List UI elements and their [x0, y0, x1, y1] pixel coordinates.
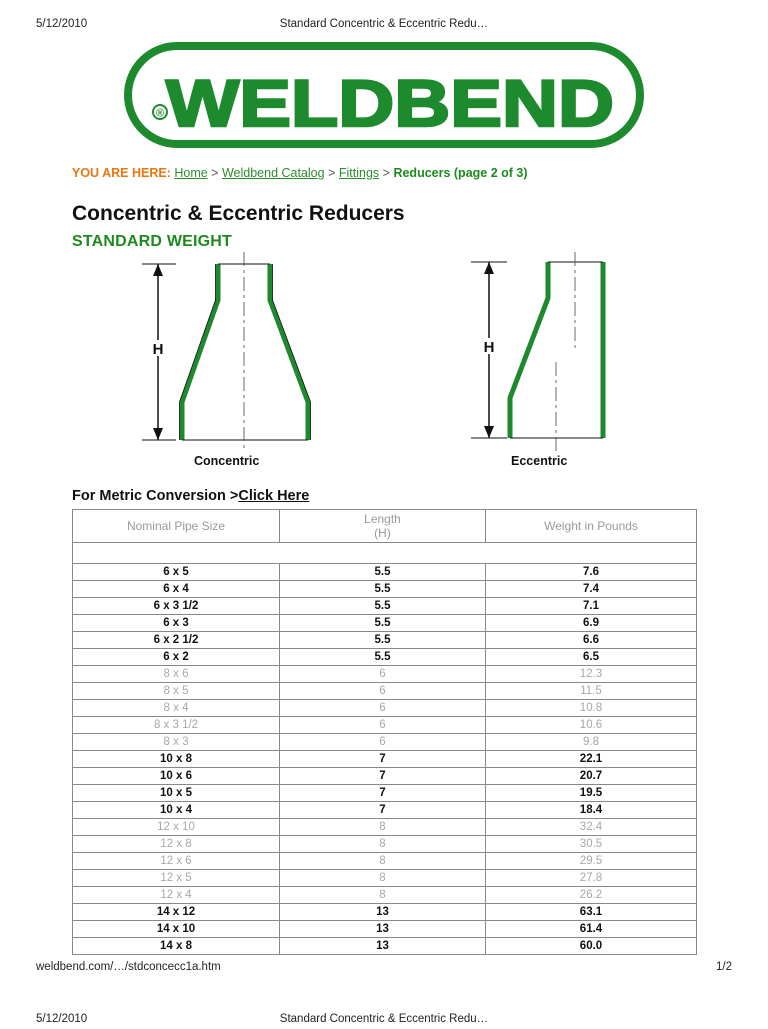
cell-length: 5.5 — [280, 632, 486, 649]
table-row — [73, 887, 697, 904]
table-row — [73, 768, 697, 785]
metric-conversion-text: For Metric Conversion > — [72, 488, 239, 504]
cell-pipe-size: 12 x 8 — [73, 836, 280, 853]
cell-weight: 18.4 — [486, 802, 697, 819]
table-row — [73, 700, 697, 717]
cell-length: 5.5 — [280, 598, 486, 615]
cell-length: 6 — [280, 734, 486, 751]
breadcrumb-fittings-link[interactable]: Fittings — [338, 166, 380, 180]
print-footer — [36, 961, 732, 977]
cell-pipe-size: 14 x 10 — [73, 921, 280, 938]
cell-length: 5.5 — [280, 615, 486, 632]
table-row — [73, 853, 697, 870]
header-nominal-pipe-size: Nominal Pipe Size — [73, 510, 280, 543]
table-row — [73, 598, 697, 615]
print-page-number: 1/2 — [716, 961, 732, 973]
table-row — [73, 870, 697, 887]
cell-length: 6 — [280, 717, 486, 734]
header-length-line1: Length — [364, 512, 401, 526]
breadcrumb — [72, 166, 528, 180]
cell-length: 6 — [280, 683, 486, 700]
table-row — [73, 921, 697, 938]
breadcrumb-current: Reducers (page 2 of 3) — [393, 166, 528, 180]
metric-conversion — [72, 488, 309, 504]
cell-weight: 27.8 — [486, 870, 697, 887]
cell-pipe-size: 6 x 5 — [73, 564, 280, 581]
table-row — [73, 666, 697, 683]
table-row — [73, 615, 697, 632]
table-row — [73, 683, 697, 700]
eccentric-label: Eccentric — [511, 454, 568, 468]
cell-weight: 60.0 — [486, 938, 697, 955]
cell-weight: 12.3 — [486, 666, 697, 683]
table-row — [73, 938, 697, 955]
concentric-label: Concentric — [194, 454, 260, 468]
table-row — [73, 734, 697, 751]
cell-weight: 10.8 — [486, 700, 697, 717]
cell-weight: 7.4 — [486, 581, 697, 598]
registered-mark: ® — [155, 107, 165, 120]
dimension-h-label: H — [483, 339, 495, 356]
cell-pipe-size: 8 x 3 — [73, 734, 280, 751]
cell-pipe-size: 10 x 4 — [73, 802, 280, 819]
print-date: 5/12/2010 — [36, 18, 88, 30]
breadcrumb-prefix: YOU ARE HERE: — [72, 166, 171, 180]
cell-weight: 10.6 — [486, 717, 697, 734]
table-header-row — [73, 510, 697, 543]
cell-pipe-size: 12 x 6 — [73, 853, 280, 870]
logo-text: WELDBEND — [166, 66, 614, 140]
table-spacer-row — [73, 543, 697, 564]
cell-pipe-size: 6 x 3 — [73, 615, 280, 632]
cell-length: 8 — [280, 870, 486, 887]
cell-weight: 20.7 — [486, 768, 697, 785]
print-date: 5/12/2010 — [36, 1013, 88, 1025]
reducer-spec-table — [72, 509, 697, 955]
cell-weight: 26.2 — [486, 887, 697, 904]
cell-pipe-size: 6 x 3 1/2 — [73, 598, 280, 615]
cell-weight: 6.5 — [486, 649, 697, 666]
cell-pipe-size: 12 x 5 — [73, 870, 280, 887]
cell-pipe-size: 6 x 4 — [73, 581, 280, 598]
cell-pipe-size: 12 x 4 — [73, 887, 280, 904]
cell-pipe-size: 6 x 2 1/2 — [73, 632, 280, 649]
breadcrumb-separator: > — [328, 166, 336, 180]
concentric-reducer-diagram — [130, 252, 330, 472]
cell-length: 8 — [280, 819, 486, 836]
table-row — [73, 751, 697, 768]
table-row — [73, 717, 697, 734]
cell-length: 13 — [280, 921, 486, 938]
header-length — [280, 510, 486, 543]
page-title: Concentric & Eccentric Reducers — [72, 202, 405, 225]
cell-length: 6 — [280, 700, 486, 717]
cell-length: 7 — [280, 751, 486, 768]
cell-pipe-size: 12 x 10 — [73, 819, 280, 836]
cell-weight: 7.1 — [486, 598, 697, 615]
table-row — [73, 649, 697, 666]
print-header — [36, 18, 732, 34]
cell-pipe-size: 8 x 3 1/2 — [73, 717, 280, 734]
cell-weight: 7.6 — [486, 564, 697, 581]
breadcrumb-catalog-link[interactable]: Weldbend Catalog — [221, 166, 325, 180]
table-row — [73, 564, 697, 581]
cell-length: 8 — [280, 836, 486, 853]
table-row — [73, 785, 697, 802]
cell-weight: 11.5 — [486, 683, 697, 700]
cell-length: 6 — [280, 666, 486, 683]
print-title: Standard Concentric & Eccentric Redu… — [279, 1013, 489, 1025]
print-header-next-page — [36, 1013, 732, 1029]
cell-pipe-size: 14 x 12 — [73, 904, 280, 921]
table-row — [73, 819, 697, 836]
breadcrumb-home-link[interactable]: Home — [174, 166, 208, 180]
cell-pipe-size: 10 x 8 — [73, 751, 280, 768]
cell-weight: 6.6 — [486, 632, 697, 649]
cell-pipe-size: 8 x 6 — [73, 666, 280, 683]
cell-length: 8 — [280, 887, 486, 904]
cell-pipe-size: 14 x 8 — [73, 938, 280, 955]
header-length-line2: (H) — [374, 526, 391, 540]
cell-weight: 63.1 — [486, 904, 697, 921]
table-row — [73, 802, 697, 819]
cell-weight: 19.5 — [486, 785, 697, 802]
print-url: weldbend.com/…/stdconcecc1a.htm — [36, 961, 221, 973]
dimension-h-label: H — [152, 341, 164, 358]
eccentric-reducer-diagram — [455, 252, 625, 472]
cell-length: 7 — [280, 785, 486, 802]
cell-weight: 32.4 — [486, 819, 697, 836]
table-row — [73, 904, 697, 921]
cell-weight: 30.5 — [486, 836, 697, 853]
cell-length: 5.5 — [280, 564, 486, 581]
breadcrumb-separator: > — [211, 166, 219, 180]
cell-weight: 29.5 — [486, 853, 697, 870]
cell-length: 13 — [280, 904, 486, 921]
cell-pipe-size: 10 x 5 — [73, 785, 280, 802]
cell-weight: 6.9 — [486, 615, 697, 632]
cell-weight: 22.1 — [486, 751, 697, 768]
cell-pipe-size: 10 x 6 — [73, 768, 280, 785]
table-row — [73, 836, 697, 853]
cell-length: 7 — [280, 802, 486, 819]
weldbend-logo[interactable] — [124, 42, 644, 148]
metric-conversion-link[interactable]: Click Here — [238, 488, 310, 504]
table-row — [73, 581, 697, 598]
cell-length: 13 — [280, 938, 486, 955]
table-row — [73, 632, 697, 649]
cell-weight: 9.8 — [486, 734, 697, 751]
cell-length: 5.5 — [280, 581, 486, 598]
breadcrumb-separator: > — [382, 166, 390, 180]
cell-weight: 61.4 — [486, 921, 697, 938]
header-weight: Weight in Pounds — [486, 510, 697, 543]
cell-length: 7 — [280, 768, 486, 785]
cell-length: 8 — [280, 853, 486, 870]
cell-pipe-size: 8 x 5 — [73, 683, 280, 700]
page-subtitle: STANDARD WEIGHT — [72, 233, 233, 250]
cell-length: 5.5 — [280, 649, 486, 666]
cell-pipe-size: 8 x 4 — [73, 700, 280, 717]
cell-pipe-size: 6 x 2 — [73, 649, 280, 666]
print-title: Standard Concentric & Eccentric Redu… — [279, 18, 489, 30]
table-spacer-cell — [73, 543, 697, 564]
